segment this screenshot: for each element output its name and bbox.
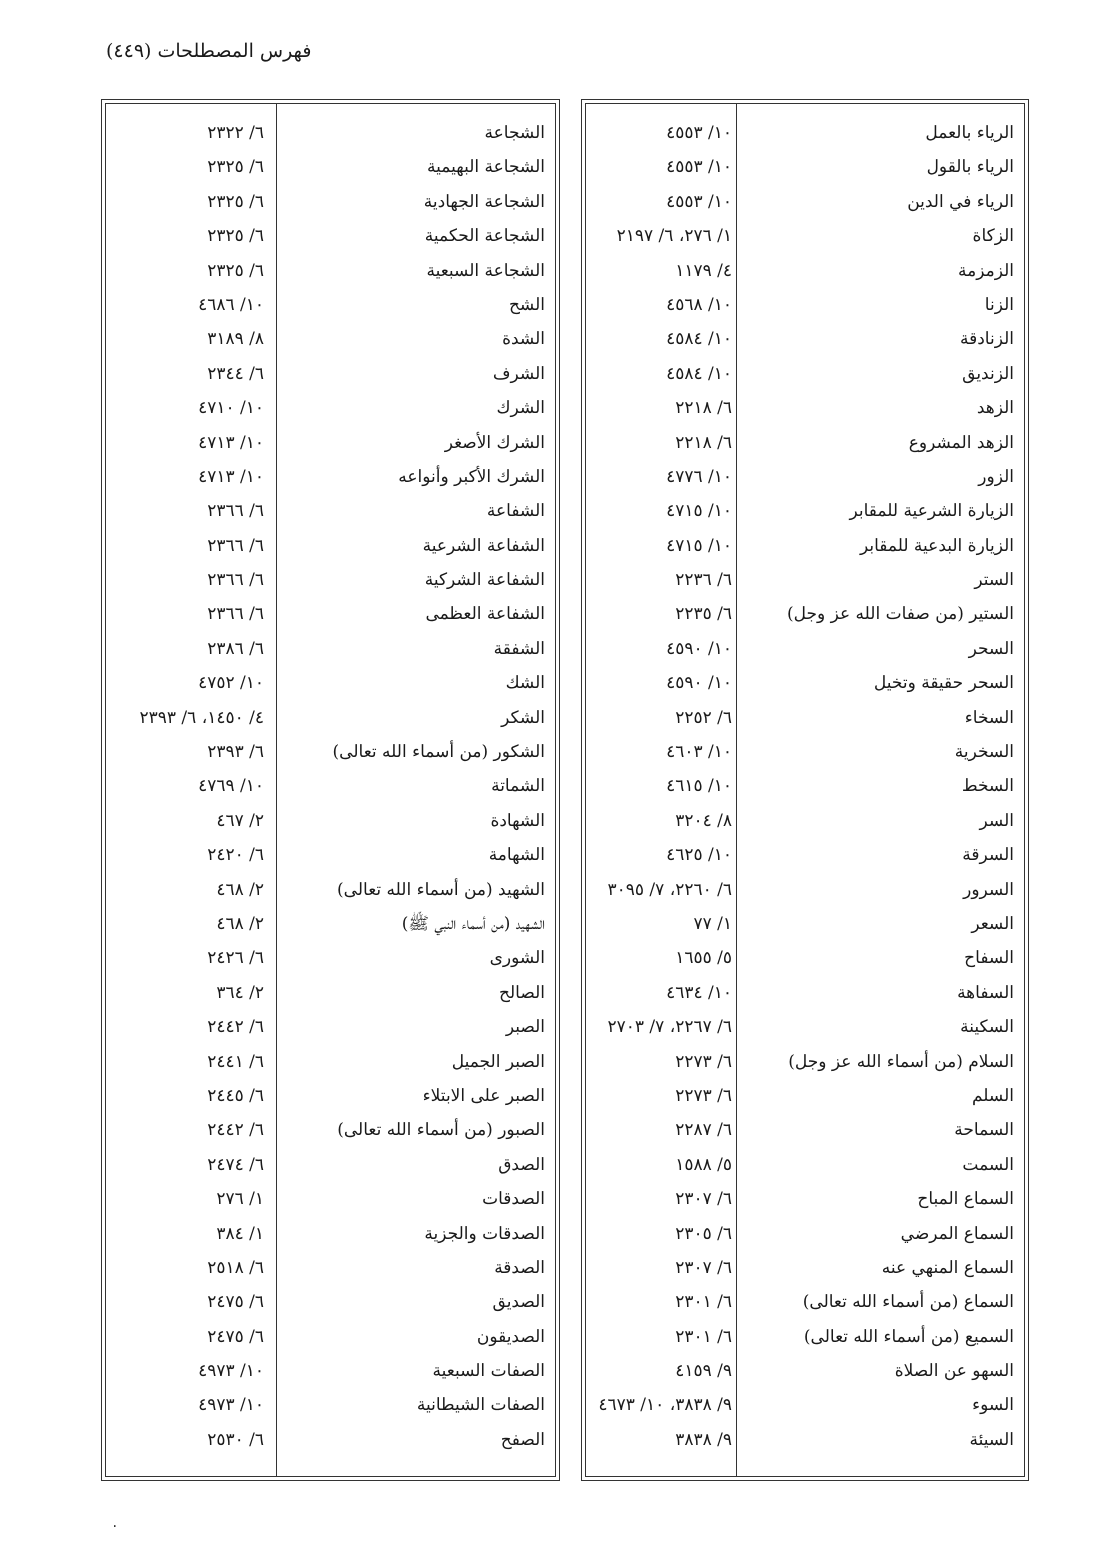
entry-term: الشجاعة الحكمية bbox=[424, 226, 545, 247]
entry-term: الشكر bbox=[501, 707, 545, 728]
entry-term: السمت bbox=[962, 1154, 1014, 1175]
entry-reference: ١٠/ ٤٧١٠ bbox=[198, 398, 264, 419]
entry-term: الصبر الجميل bbox=[451, 1051, 545, 1072]
index-entry bbox=[106, 941, 555, 975]
index-entry bbox=[586, 976, 1024, 1010]
entry-reference: ٦/ ٢٢١٨ bbox=[675, 432, 732, 453]
entry-reference: ١٠/ ٤٧١٥ bbox=[666, 535, 732, 556]
entry-reference: ٦/ ٢٤٤٥ bbox=[207, 1085, 264, 1106]
entry-reference: ٦/ ٢٢٦٠، ٧/ ٣٠٩٥ bbox=[607, 879, 732, 900]
entry-reference: ٦/ ٢٣٠١ bbox=[675, 1326, 732, 1347]
entry-reference: ١٠/ ٤٥٦٨ bbox=[666, 294, 732, 315]
entry-reference: ١/ ٢٧٦، ٦/ ٢١٩٧ bbox=[616, 226, 732, 247]
entry-term: الصبر على الابتلاء bbox=[422, 1085, 545, 1106]
entry-reference: ٦/ ٢٣٤٤ bbox=[207, 363, 264, 384]
entry-reference: ٢/ ٤٦٨ bbox=[216, 913, 264, 934]
entry-reference: ١٠/ ٤٧٧٦ bbox=[666, 466, 732, 487]
entry-term: الصبور (من أسماء الله تعالى) bbox=[337, 1120, 545, 1141]
entry-reference: ٢/ ٤٦٨ bbox=[216, 879, 264, 900]
entry-reference: ٦/ ٢٣٦٦ bbox=[207, 570, 264, 591]
index-entry bbox=[586, 150, 1024, 184]
entry-reference: ٦/ ٢٣٠١ bbox=[675, 1292, 732, 1313]
index-entry bbox=[586, 529, 1024, 563]
entry-term: الشفاعة bbox=[486, 501, 545, 522]
entry-term: الشفاعة الشركية bbox=[424, 570, 545, 591]
entry-reference: ١٠/ ٤٥٨٤ bbox=[666, 329, 732, 350]
index-entry bbox=[586, 357, 1024, 391]
entry-reference: ٦/ ٢٢٣٥ bbox=[675, 604, 732, 625]
entry-term: السرقة bbox=[962, 845, 1014, 866]
entry-reference: ١٠/ ٤٥٥٣ bbox=[666, 191, 732, 212]
index-entry bbox=[586, 804, 1024, 838]
entry-term: السفاهة bbox=[957, 982, 1014, 1003]
entry-term: الزنديق bbox=[962, 363, 1014, 384]
index-entry bbox=[586, 185, 1024, 219]
index-entry bbox=[106, 1388, 555, 1422]
entry-term: السحر حقيقة وتخيل bbox=[873, 673, 1014, 694]
entry-reference: ١٠/ ٤٧١٣ bbox=[198, 466, 264, 487]
entry-reference: ١٠/ ٤٦٨٦ bbox=[198, 294, 264, 315]
entry-term: السحر bbox=[968, 638, 1014, 659]
entry-term: الرياء في الدين bbox=[907, 191, 1014, 212]
index-entry bbox=[586, 735, 1024, 769]
index-entry bbox=[586, 1148, 1024, 1182]
index-entry bbox=[106, 632, 555, 666]
entry-term: الصفح bbox=[500, 1429, 545, 1450]
index-entry bbox=[586, 1354, 1024, 1388]
entry-reference: ٦/ ٢٢٧٣ bbox=[675, 1085, 732, 1106]
index-entry bbox=[586, 1423, 1024, 1457]
index-entry bbox=[586, 1388, 1024, 1422]
entry-reference: ٦/ ٢٣٨٦ bbox=[207, 638, 264, 659]
index-table-left bbox=[105, 103, 556, 1477]
entry-reference: ٦/ ٢٣٦٦ bbox=[207, 604, 264, 625]
index-entry bbox=[106, 494, 555, 528]
index-entry bbox=[586, 907, 1024, 941]
index-entry bbox=[586, 391, 1024, 425]
entry-reference: ٨/ ٣١٨٩ bbox=[207, 329, 264, 350]
index-entry bbox=[586, 254, 1024, 288]
index-entry bbox=[586, 701, 1024, 735]
entry-reference: ٦/ ٢٤٧٥ bbox=[207, 1292, 264, 1313]
entry-term: الشح bbox=[508, 294, 545, 315]
index-entry bbox=[586, 460, 1024, 494]
entry-term: السيئة bbox=[969, 1429, 1014, 1450]
entry-term: الشهيد (من أسماء الله تعالى) bbox=[337, 879, 545, 900]
entry-term: الشجاعة السبعية bbox=[426, 260, 545, 281]
index-entry bbox=[586, 1010, 1024, 1044]
entry-term: السخرية bbox=[954, 742, 1014, 763]
index-entry bbox=[106, 976, 555, 1010]
entry-term: الزمزمة bbox=[958, 260, 1014, 281]
entry-term: الشماتة bbox=[491, 776, 545, 797]
index-entry bbox=[106, 1285, 555, 1319]
entry-reference: ١٠/ ٤٥٥٣ bbox=[666, 123, 732, 143]
entry-term: الصدقات bbox=[482, 1189, 545, 1210]
entry-reference: ٦/ ٢٥٣٠ bbox=[207, 1429, 264, 1450]
entry-reference: ٦/ ٢٤٤٢ bbox=[207, 1120, 264, 1141]
entry-term: السلام (من أسماء الله عز وجل) bbox=[788, 1051, 1014, 1072]
entry-term: الستر bbox=[974, 570, 1014, 591]
entry-reference: ٦/ ٢٤٢٦ bbox=[207, 948, 264, 969]
entry-reference: ٦/ ٢٤٧٥ bbox=[207, 1326, 264, 1347]
index-entry bbox=[106, 254, 555, 288]
index-entry bbox=[106, 460, 555, 494]
index-entry bbox=[106, 529, 555, 563]
index-entry bbox=[586, 1251, 1024, 1285]
index-entry bbox=[586, 769, 1024, 803]
index-entry bbox=[106, 804, 555, 838]
entry-term: السر bbox=[979, 810, 1014, 831]
entry-term: الشفاعة الشرعية bbox=[422, 535, 545, 556]
index-entry bbox=[106, 1423, 555, 1457]
entry-reference: ١/ ٢٧٦ bbox=[216, 1189, 264, 1210]
index-entry bbox=[586, 597, 1024, 631]
entry-term: الصدقة bbox=[494, 1257, 545, 1278]
index-entry bbox=[106, 873, 555, 907]
entry-term: السخط bbox=[961, 776, 1014, 797]
entry-term: السماع المنهي عنه bbox=[881, 1257, 1014, 1278]
index-entry bbox=[586, 322, 1024, 356]
entry-term: السماع (من أسماء الله تعالى) bbox=[802, 1292, 1014, 1313]
entry-term: السعر bbox=[971, 913, 1014, 934]
entry-reference: ١٠/ ٤٩٧٣ bbox=[198, 1395, 264, 1416]
entry-reference: ١٠/ ٤٧٥٢ bbox=[198, 673, 264, 694]
entry-reference: ١٠/ ٤٥٩٠ bbox=[666, 673, 732, 694]
entry-reference: ١٠/ ٤٦٠٣ bbox=[666, 742, 732, 763]
entry-term: الزيارة الشرعية للمقابر bbox=[849, 501, 1014, 522]
entry-term: الشرك bbox=[496, 398, 545, 419]
entry-term: الصديقون bbox=[476, 1326, 545, 1347]
index-entry bbox=[106, 1010, 555, 1044]
index-entry bbox=[586, 1217, 1024, 1251]
index-entry bbox=[586, 1182, 1024, 1216]
index-entry bbox=[106, 116, 555, 150]
entry-reference: ٦/ ٢٣٦٦ bbox=[207, 501, 264, 522]
entry-reference: ١/ ٧٧ bbox=[693, 913, 732, 934]
entry-term: الستير (من صفات الله عز وجل) bbox=[786, 604, 1014, 625]
index-entry bbox=[106, 666, 555, 700]
entry-term: الصدق bbox=[498, 1154, 545, 1175]
entry-reference: ١٠/ ٤٧١٥ bbox=[666, 501, 732, 522]
index-entry bbox=[106, 219, 555, 253]
entry-reference: ٥/ ١٦٥٥ bbox=[675, 948, 732, 969]
entry-term: الشهيد (من أسماء النبي ﷺ) bbox=[401, 913, 545, 934]
page-header bbox=[106, 40, 311, 62]
entry-term: السماحة bbox=[954, 1120, 1014, 1141]
entry-reference: ١٠/ ٤٦٣٤ bbox=[666, 982, 732, 1003]
entry-reference: ٦/ ٢٢٨٧ bbox=[675, 1120, 732, 1141]
entry-term: الزهد المشروع bbox=[908, 432, 1014, 453]
entry-reference: ١٠/ ٤٦١٥ bbox=[666, 776, 732, 797]
index-entry bbox=[106, 735, 555, 769]
entry-reference: ٢/ ٤٦٧ bbox=[216, 810, 264, 831]
entry-term: الصدقات والجزية bbox=[424, 1223, 545, 1244]
entry-term: الشفقة bbox=[493, 638, 545, 659]
entry-reference: ٦/ ٢٢١٨ bbox=[675, 398, 732, 419]
entry-term: الشرف bbox=[492, 363, 545, 384]
index-entry bbox=[586, 494, 1024, 528]
index-entry bbox=[586, 1285, 1024, 1319]
entry-reference: ١٠/ ٤٩٧٣ bbox=[198, 1361, 264, 1382]
entry-term: الصالح bbox=[499, 982, 545, 1003]
entry-reference: ١/ ٣٨٤ bbox=[216, 1223, 264, 1244]
index-entry bbox=[586, 1079, 1024, 1113]
entry-term: الشرك الأصغر bbox=[444, 432, 545, 453]
index-entry bbox=[106, 1045, 555, 1079]
entry-term: الزور bbox=[978, 466, 1014, 487]
entry-reference: ٦/ ٢٤٢٠ bbox=[207, 845, 264, 866]
entry-reference: ٤/ ١١٧٩ bbox=[675, 260, 732, 281]
entry-reference: ٩/ ٣٨٣٨ bbox=[675, 1429, 732, 1450]
index-entry bbox=[586, 873, 1024, 907]
entry-term: الصفات الشيطانية bbox=[416, 1395, 545, 1416]
entry-term: الزنا bbox=[984, 294, 1014, 315]
entry-term: السهو عن الصلاة bbox=[894, 1361, 1014, 1382]
entry-term: الشهامة bbox=[488, 845, 545, 866]
page-title: فهرس المصطلحات (٤٤٩) bbox=[106, 40, 312, 62]
index-entry bbox=[106, 1148, 555, 1182]
entry-term: الشهادة bbox=[490, 810, 545, 831]
entry-term: السرور bbox=[963, 879, 1014, 900]
entry-term: الزهد bbox=[976, 398, 1014, 419]
entry-reference: ٥/ ١٥٨٨ bbox=[675, 1154, 732, 1175]
entry-reference: ٦/ ٢٢٥٢ bbox=[675, 707, 732, 728]
entry-reference: ٦/ ٢٣٩٣ bbox=[207, 742, 264, 763]
index-table-right bbox=[585, 103, 1025, 1477]
index-entry bbox=[106, 1217, 555, 1251]
entry-term: الرياء بالعمل bbox=[925, 123, 1014, 143]
index-entry bbox=[106, 426, 555, 460]
entry-term: السميع (من أسماء الله تعالى) bbox=[803, 1326, 1014, 1347]
entry-reference: ٤/ ١٤٥٠، ٦/ ٢٣٩٣ bbox=[139, 707, 264, 728]
entry-reference: ٦/ ٢٢٦٧، ٧/ ٢٧٠٣ bbox=[607, 1017, 732, 1038]
index-entry bbox=[106, 1354, 555, 1388]
index-entry bbox=[106, 1113, 555, 1147]
entry-reference: ٢/ ٣٦٤ bbox=[216, 982, 264, 1003]
index-entry bbox=[106, 1251, 555, 1285]
entry-term: الشجاعة البهيمية bbox=[427, 157, 545, 178]
entry-term: السكينة bbox=[960, 1017, 1014, 1038]
entry-reference: ٦/ ٢٣٢٥ bbox=[207, 226, 264, 247]
entry-term: السماع المرضي bbox=[900, 1223, 1014, 1244]
entry-reference: ٦/ ٢٤٤١ bbox=[207, 1051, 264, 1072]
entry-reference: ٦/ ٢٣٢٥ bbox=[207, 191, 264, 212]
index-entry bbox=[106, 1320, 555, 1354]
index-entry bbox=[106, 288, 555, 322]
entry-term: الزكاة bbox=[972, 226, 1014, 247]
index-entry bbox=[106, 907, 555, 941]
entry-reference: ٩/ ٣٨٣٨، ١٠/ ٤٦٧٣ bbox=[598, 1395, 732, 1416]
entry-term: الشفاعة العظمى bbox=[425, 604, 545, 625]
entry-term: السخاء bbox=[964, 707, 1014, 728]
entry-term: الصفات السبعية bbox=[432, 1361, 545, 1382]
entry-reference: ٦/ ٢٣٠٧ bbox=[675, 1189, 732, 1210]
index-entry bbox=[106, 150, 555, 184]
entry-reference: ٦/ ٢٣٢٥ bbox=[207, 157, 264, 178]
entry-term: الشرك الأكبر وأنواعه bbox=[398, 466, 545, 487]
index-entry bbox=[586, 1045, 1024, 1079]
index-entry bbox=[106, 391, 555, 425]
entry-reference: ٦/ ٢٣٢٥ bbox=[207, 260, 264, 281]
index-rows-right bbox=[586, 116, 1024, 1457]
index-entry bbox=[106, 838, 555, 872]
entry-reference: ٦/ ٢٣٠٧ bbox=[675, 1257, 732, 1278]
entry-term: الشجاعة الجهادية bbox=[423, 191, 545, 212]
entry-reference: ١٠/ ٤٦٢٥ bbox=[666, 845, 732, 866]
footer-mark: ٠ bbox=[111, 1518, 119, 1534]
entry-term: الشكور (من أسماء الله تعالى) bbox=[332, 742, 545, 763]
index-entry bbox=[586, 219, 1024, 253]
index-entry bbox=[106, 185, 555, 219]
entry-term: الشورى bbox=[489, 948, 545, 969]
entry-reference: ٦/ ٢٤٧٤ bbox=[207, 1154, 264, 1175]
entry-reference: ٦/ ٢٢٧٣ bbox=[675, 1051, 732, 1072]
index-entry bbox=[106, 563, 555, 597]
index-entry bbox=[586, 1113, 1024, 1147]
entry-reference: ١٠/ ٤٥٥٣ bbox=[666, 157, 732, 178]
entry-reference: ٦/ ٢٥١٨ bbox=[207, 1257, 264, 1278]
entry-term: السماع المباح bbox=[917, 1189, 1014, 1210]
index-entry bbox=[586, 426, 1024, 460]
entry-term: الشجاعة bbox=[484, 123, 545, 143]
index-entry bbox=[586, 288, 1024, 322]
entry-term: الشدة bbox=[502, 329, 545, 350]
entry-term: السلم bbox=[971, 1085, 1014, 1106]
index-entry bbox=[586, 632, 1024, 666]
index-entry bbox=[106, 701, 555, 735]
entry-term: الرياء بالقول bbox=[926, 157, 1014, 178]
entry-term: الصبر bbox=[505, 1017, 545, 1038]
entry-reference: ٦/ ٢٣٦٦ bbox=[207, 535, 264, 556]
entry-reference: ٦/ ٢٣٢٢ bbox=[207, 123, 264, 143]
entry-term: الصديق bbox=[492, 1292, 545, 1313]
index-entry bbox=[106, 597, 555, 631]
index-entry bbox=[106, 769, 555, 803]
index-entry bbox=[586, 116, 1024, 150]
entry-reference: ٨/ ٣٢٠٤ bbox=[675, 810, 732, 831]
entry-reference: ٦/ ٢٤٤٢ bbox=[207, 1017, 264, 1038]
entry-reference: ٦/ ٢٣٠٥ bbox=[675, 1223, 732, 1244]
entry-reference: ١٠/ ٤٧٦٩ bbox=[198, 776, 264, 797]
entry-term: السفاح bbox=[964, 948, 1014, 969]
index-entry bbox=[106, 1079, 555, 1113]
index-entry bbox=[586, 838, 1024, 872]
index-rows-left bbox=[106, 116, 555, 1457]
index-entry bbox=[586, 666, 1024, 700]
index-entry bbox=[106, 357, 555, 391]
entry-reference: ٦/ ٢٢٣٦ bbox=[675, 570, 732, 591]
entry-reference: ١٠/ ٤٧١٣ bbox=[198, 432, 264, 453]
index-entry bbox=[586, 941, 1024, 975]
entry-term: السوء bbox=[972, 1395, 1014, 1416]
entry-term: الشك bbox=[505, 673, 545, 694]
entry-reference: ١٠/ ٤٥٨٤ bbox=[666, 363, 732, 384]
entry-reference: ٩/ ٤١٥٩ bbox=[675, 1361, 732, 1382]
entry-term: الزيارة البدعية للمقابر bbox=[860, 535, 1014, 556]
index-entry bbox=[586, 1320, 1024, 1354]
index-entry bbox=[106, 1182, 555, 1216]
index-entry bbox=[106, 322, 555, 356]
index-entry bbox=[586, 563, 1024, 597]
entry-reference: ١٠/ ٤٥٩٠ bbox=[666, 638, 732, 659]
entry-term: الزنادقة bbox=[959, 329, 1014, 350]
